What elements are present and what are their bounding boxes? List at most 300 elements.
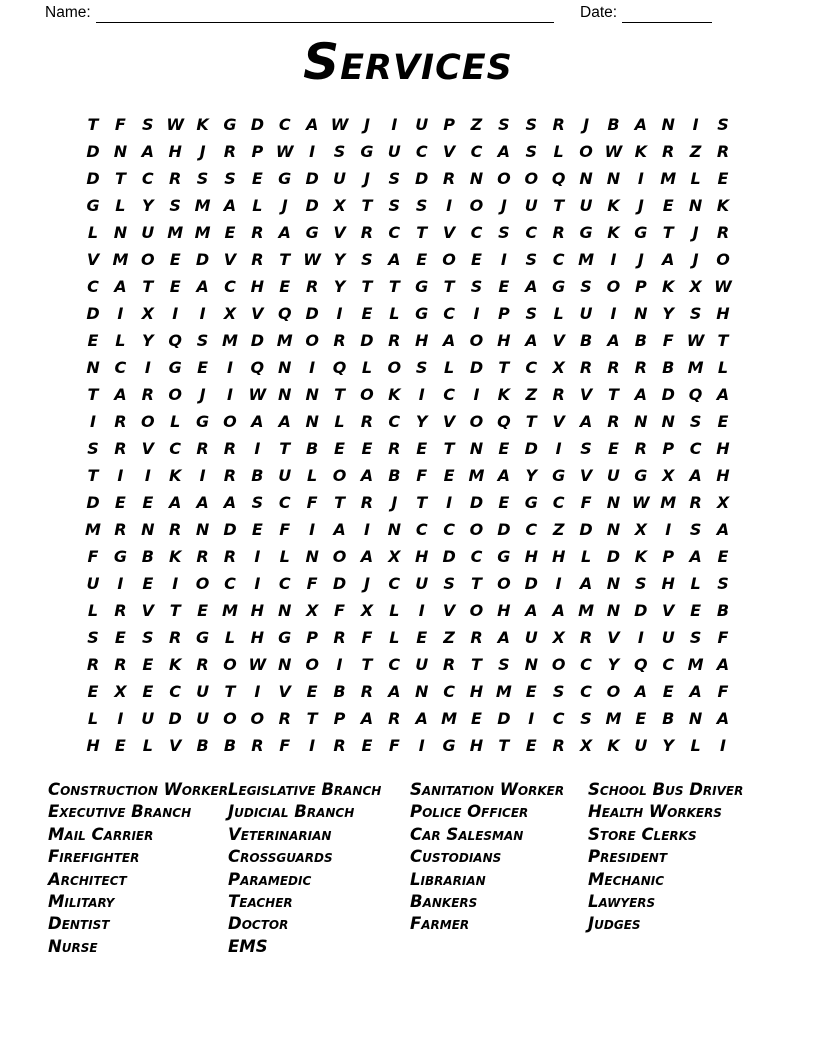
grid-letter: E	[443, 466, 455, 485]
grid-letter: B	[306, 439, 319, 458]
grid-letter: R	[388, 331, 401, 350]
grid-letter: C	[689, 439, 702, 458]
grid-letter: V	[552, 412, 565, 431]
grid-letter: S	[525, 304, 538, 323]
grid-letter: E	[525, 682, 537, 701]
grid-letter: G	[113, 547, 127, 566]
grid-letter: K	[607, 196, 620, 215]
grid-letter: F	[279, 736, 291, 755]
grid-letter: L	[690, 169, 701, 188]
grid-letter: G	[196, 412, 210, 431]
grid-letter: N	[113, 223, 128, 242]
grid-letter: E	[498, 277, 510, 296]
grid-letter: L	[87, 709, 99, 728]
grid-letter: F	[388, 736, 400, 755]
grid-letter: W	[631, 493, 650, 512]
grid-letter: R	[114, 601, 127, 620]
grid-letter: R	[114, 412, 127, 431]
grid-letter: O	[469, 412, 484, 431]
grid-letter: V	[278, 682, 291, 701]
grid-letter: M	[495, 682, 512, 701]
grid-letter: R	[716, 223, 730, 242]
grid-letter: L	[361, 358, 373, 377]
grid-letter: C	[470, 223, 483, 242]
grid-letter: Y	[662, 304, 674, 323]
grid-letter: E	[607, 439, 619, 458]
grid-letter: L	[389, 304, 400, 323]
grid-letter: O	[469, 520, 484, 539]
grid-letter: U	[415, 655, 429, 674]
grid-letter: G	[278, 169, 292, 188]
grid-letter: V	[442, 412, 456, 431]
grid-letter: A	[716, 655, 730, 674]
word-list-item: Car Salesman	[410, 824, 524, 844]
grid-letter: A	[388, 682, 401, 701]
grid-letter: I	[117, 709, 124, 728]
grid-letter: S	[361, 250, 373, 269]
grid-letter: I	[473, 385, 480, 404]
grid-letter: C	[87, 277, 99, 296]
grid-letter: A	[278, 223, 291, 242]
grid-letter: E	[471, 250, 482, 269]
grid-letter: I	[172, 574, 179, 593]
grid-letter: T	[279, 439, 291, 458]
grid-letter: F	[334, 601, 345, 620]
grid-letter: R	[607, 412, 620, 431]
grid-letter: O	[497, 574, 511, 593]
grid-letter: R	[442, 169, 456, 188]
grid-letter: R	[333, 628, 346, 647]
grid-letter: R	[223, 547, 237, 566]
grid-letter: E	[690, 601, 702, 620]
grid-letter: I	[254, 547, 261, 566]
grid-letter: G	[634, 466, 648, 485]
grid-letter: I	[336, 304, 343, 323]
grid-letter: J	[692, 250, 699, 269]
grid-letter: E	[525, 736, 537, 755]
word-list-item: President	[588, 847, 668, 867]
grid-letter: B	[607, 115, 620, 134]
grid-letter: A	[552, 601, 565, 620]
grid-letter: G	[305, 223, 319, 242]
grid-letter: I	[144, 358, 151, 377]
grid-letter: D	[305, 304, 319, 323]
word-list-item: Paramedic	[228, 869, 312, 889]
grid-letter: S	[251, 493, 264, 512]
grid-letter: R	[470, 628, 483, 647]
grid-letter: Q	[551, 169, 566, 188]
grid-letter: Y	[415, 412, 428, 431]
grid-letter: H	[86, 736, 100, 755]
grid-letter: D	[415, 169, 429, 188]
grid-letter: E	[169, 277, 181, 296]
grid-letter: A	[716, 709, 730, 728]
grid-letter: G	[524, 493, 538, 512]
grid-letter: S	[87, 628, 99, 647]
grid-letter: C	[443, 385, 455, 404]
grid-letter: J	[692, 223, 699, 242]
grid-letter: E	[87, 682, 99, 701]
grid-letter: T	[416, 223, 428, 242]
grid-letter: L	[224, 628, 236, 647]
grid-letter: N	[113, 142, 128, 161]
grid-letter: H	[497, 331, 511, 350]
grid-letter: P	[251, 142, 264, 161]
grid-letter: I	[610, 250, 617, 269]
grid-letter: O	[524, 169, 539, 188]
grid-letter: S	[635, 574, 647, 593]
grid-letter: O	[716, 250, 730, 269]
grid-letter: H	[551, 547, 566, 566]
grid-letter: E	[662, 196, 674, 215]
grid-letter: E	[416, 250, 428, 269]
name-date-header	[45, 3, 712, 23]
grid-letter: O	[223, 412, 237, 431]
grid-letter: H	[168, 142, 182, 161]
grid-letter: I	[446, 196, 453, 215]
grid-letter: D	[86, 169, 100, 188]
grid-letter: E	[471, 709, 482, 728]
grid-letter: O	[305, 655, 319, 674]
grid-letter: A	[360, 709, 374, 728]
grid-letter: C	[415, 142, 428, 161]
grid-letter: M	[167, 223, 184, 242]
grid-letter: X	[141, 304, 154, 323]
word-list-item: Crossguards	[228, 847, 333, 867]
grid-letter: U	[634, 736, 648, 755]
grid-letter: N	[524, 655, 538, 674]
grid-letter: C	[552, 250, 565, 269]
grid-letter: D	[634, 601, 648, 620]
grid-letter: T	[416, 493, 428, 512]
grid-letter: B	[716, 601, 730, 620]
grid-letter: Y	[141, 331, 154, 350]
grid-letter: B	[223, 736, 237, 755]
grid-letter: K	[716, 196, 730, 215]
grid-letter: K	[662, 277, 675, 296]
grid-letter: T	[662, 223, 674, 242]
grid-letter: O	[469, 196, 484, 215]
grid-letter: N	[469, 439, 484, 458]
grid-letter: G	[168, 358, 182, 377]
grid-letter: M	[112, 250, 129, 269]
grid-letter: I	[226, 358, 233, 377]
grid-letter: A	[196, 493, 209, 512]
grid-letter: I	[254, 439, 261, 458]
grid-letter: E	[717, 412, 729, 431]
grid-letter: E	[334, 439, 345, 458]
grid-letter: S	[717, 574, 729, 593]
grid-letter: O	[360, 385, 374, 404]
grid-letter: S	[717, 115, 729, 134]
grid-letter: C	[443, 520, 455, 539]
grid-letter: I	[720, 736, 726, 755]
grid-letter: L	[389, 628, 400, 647]
grid-letter: R	[388, 709, 401, 728]
grid-letter: E	[197, 601, 209, 620]
grid-letter: A	[716, 520, 730, 539]
grid-letter: L	[87, 601, 99, 620]
grid-letter: N	[141, 520, 155, 539]
grid-letter: O	[223, 709, 237, 728]
grid-letter: V	[579, 385, 593, 404]
grid-letter: R	[86, 655, 100, 674]
grid-letter: S	[333, 142, 346, 161]
grid-letter: C	[278, 493, 291, 512]
grid-letter: U	[606, 466, 620, 485]
grid-letter: Y	[525, 466, 538, 485]
grid-letter: G	[196, 628, 210, 647]
grid-letter: T	[334, 385, 345, 404]
grid-letter: A	[360, 466, 374, 485]
word-list-column	[228, 779, 410, 958]
grid-letter: L	[334, 412, 345, 431]
grid-letter: C	[580, 682, 592, 701]
grid-letter: S	[498, 655, 510, 674]
word-list-item: Mail Carrier	[48, 824, 154, 844]
grid-letter: H	[469, 736, 484, 755]
grid-letter: R	[141, 385, 154, 404]
grid-letter: F	[114, 115, 126, 134]
grid-letter: S	[580, 439, 592, 458]
grid-letter: W	[604, 142, 623, 161]
name-blank-line	[96, 5, 554, 23]
grid-letter: F	[279, 520, 291, 539]
grid-letter: O	[168, 385, 182, 404]
grid-letter: K	[168, 466, 182, 485]
grid-letter: E	[251, 169, 263, 188]
grid-letter: V	[86, 250, 100, 269]
grid-letter: I	[418, 601, 425, 620]
grid-letter: G	[634, 223, 648, 242]
grid-letter: I	[637, 628, 644, 647]
grid-letter: R	[196, 655, 209, 674]
grid-letter: J	[500, 196, 507, 215]
grid-letter: A	[607, 331, 620, 350]
grid-letter: D	[332, 574, 347, 593]
grid-letter: C	[114, 358, 127, 377]
grid-letter: D	[86, 142, 100, 161]
date-label: Date:	[580, 4, 618, 21]
grid-letter: B	[579, 331, 593, 350]
grid-letter: D	[168, 709, 182, 728]
grid-letter: D	[497, 520, 511, 539]
grid-letter: N	[86, 358, 100, 377]
grid-letter: P	[498, 304, 510, 323]
grid-letter: D	[360, 331, 374, 350]
grid-letter: E	[306, 682, 318, 701]
grid-letter: G	[415, 277, 429, 296]
word-list	[48, 779, 743, 958]
grid-letter: N	[305, 412, 319, 431]
word-list-item: Dentist	[48, 914, 110, 934]
grid-letter: G	[360, 142, 374, 161]
word-list-item: Construction Worker	[48, 780, 228, 799]
grid-letter: C	[224, 574, 236, 593]
grid-letter: I	[610, 304, 617, 323]
grid-letter: E	[142, 655, 154, 674]
grid-letter: F	[717, 682, 729, 701]
grid-letter: F	[306, 574, 318, 593]
grid-letter: A	[689, 682, 702, 701]
grid-letter: F	[717, 628, 729, 647]
grid-letter: C	[388, 223, 401, 242]
grid-letter: E	[224, 223, 236, 242]
grid-letter: S	[196, 169, 209, 188]
grid-letter: W	[248, 655, 267, 674]
grid-letter: C	[278, 115, 291, 134]
grid-letter: A	[634, 115, 648, 134]
grid-letter: X	[634, 520, 647, 539]
grid-letter: R	[196, 547, 209, 566]
grid-letter: S	[689, 520, 702, 539]
grid-letter: R	[251, 223, 264, 242]
grid-letter: M	[660, 493, 677, 512]
grid-letter: P	[662, 439, 675, 458]
grid-letter: U	[579, 304, 593, 323]
grid-letter: V	[141, 439, 154, 458]
grid-letter: R	[662, 142, 675, 161]
grid-letter: R	[251, 250, 264, 269]
grid-letter: M	[660, 169, 677, 188]
grid-letter: I	[117, 304, 124, 323]
grid-letter: M	[276, 331, 293, 350]
grid-letter: I	[555, 574, 562, 593]
grid-letter: D	[250, 115, 264, 134]
grid-letter: N	[278, 601, 292, 620]
grid-letter: X	[552, 358, 565, 377]
grid-letter: S	[415, 196, 428, 215]
grid-letter: S	[443, 574, 455, 593]
grid-letter: N	[661, 115, 675, 134]
grid-letter: D	[250, 331, 264, 350]
grid-letter: I	[309, 520, 316, 539]
grid-letter: I	[226, 385, 233, 404]
grid-letter: K	[607, 223, 620, 242]
grid-letter: Y	[607, 655, 620, 674]
grid-letter: N	[387, 520, 401, 539]
grid-letter: M	[222, 601, 238, 620]
grid-letter: B	[634, 331, 647, 350]
grid-letter: A	[716, 385, 730, 404]
grid-letter: E	[114, 493, 126, 512]
name-field-group	[45, 3, 554, 23]
grid-letter: U	[86, 574, 100, 593]
grid-letter: Q	[497, 412, 511, 431]
grid-letter: I	[117, 574, 124, 593]
grid-letter: L	[279, 547, 290, 566]
grid-letter: N	[305, 547, 319, 566]
grid-letter: I	[446, 493, 453, 512]
grid-letter: C	[580, 655, 592, 674]
grid-letter: M	[687, 358, 704, 377]
grid-letter: V	[168, 736, 182, 755]
grid-letter: G	[497, 547, 511, 566]
grid-letter: L	[717, 358, 729, 377]
grid-letter: R	[579, 358, 593, 377]
grid-letter: G	[223, 115, 237, 134]
grid-letter: G	[442, 736, 456, 755]
grid-letter: D	[524, 439, 538, 458]
grid-letter: V	[442, 223, 456, 242]
grid-letter: A	[497, 466, 511, 485]
grid-letter: T	[306, 709, 318, 728]
grid-letter: Z	[443, 628, 455, 647]
grid-letter: F	[87, 547, 99, 566]
grid-letter: K	[168, 547, 182, 566]
grid-letter: Q	[332, 358, 347, 377]
word-list-item: Custodians	[410, 847, 502, 867]
grid-letter: J	[363, 169, 370, 188]
grid-letter: U	[141, 709, 155, 728]
grid-letter: Y	[141, 196, 154, 215]
grid-letter: A	[634, 682, 648, 701]
grid-letter: F	[361, 628, 373, 647]
grid-letter: O	[442, 250, 456, 269]
grid-letter: X	[388, 547, 401, 566]
grid-letter: Y	[662, 736, 674, 755]
grid-letter: O	[140, 250, 155, 269]
grid-letter: B	[141, 547, 154, 566]
grid-letter: R	[552, 736, 565, 755]
grid-letter: O	[332, 547, 347, 566]
grid-letter: C	[169, 439, 182, 458]
grid-letter: O	[497, 169, 511, 188]
grid-letter: D	[442, 547, 456, 566]
grid-letter: R	[360, 682, 374, 701]
grid-letter: I	[665, 520, 672, 539]
grid-letter: K	[168, 655, 182, 674]
grid-letter: J	[363, 574, 370, 593]
grid-letter: H	[716, 466, 730, 485]
grid-letter: L	[142, 736, 153, 755]
grid-letter: Y	[333, 277, 346, 296]
grid-letter: D	[469, 358, 484, 377]
grid-letter: S	[580, 277, 592, 296]
word-list-item: Doctor	[228, 914, 289, 934]
grid-letter: A	[278, 412, 291, 431]
word-list-item: EMS	[228, 936, 268, 956]
grid-letter: T	[87, 385, 99, 404]
grid-letter: D	[195, 250, 210, 269]
grid-letter: E	[279, 277, 291, 296]
word-list-item: Teacher	[228, 892, 293, 912]
grid-letter: R	[278, 709, 291, 728]
grid-letter: T	[498, 358, 510, 377]
grid-letter: A	[223, 196, 237, 215]
grid-letter: H	[716, 304, 730, 323]
grid-letter: S	[689, 628, 702, 647]
grid-letter: I	[144, 466, 151, 485]
grid-letter: R	[607, 358, 620, 377]
grid-letter: Z	[525, 385, 538, 404]
grid-letter: U	[579, 196, 593, 215]
grid-letter: T	[361, 655, 373, 674]
grid-letter: D	[86, 304, 100, 323]
grid-letter: D	[524, 574, 538, 593]
grid-letter: X	[689, 277, 702, 296]
grid-letter: C	[470, 142, 483, 161]
grid-letter: I	[336, 655, 343, 674]
grid-letter: H	[250, 601, 265, 620]
grid-letter: M	[578, 250, 594, 269]
grid-letter: R	[223, 466, 237, 485]
grid-letter: B	[251, 466, 264, 485]
grid-letter: N	[688, 196, 703, 215]
grid-letter: U	[387, 142, 401, 161]
grid-letter: M	[222, 331, 238, 350]
grid-letter: B	[388, 466, 401, 485]
